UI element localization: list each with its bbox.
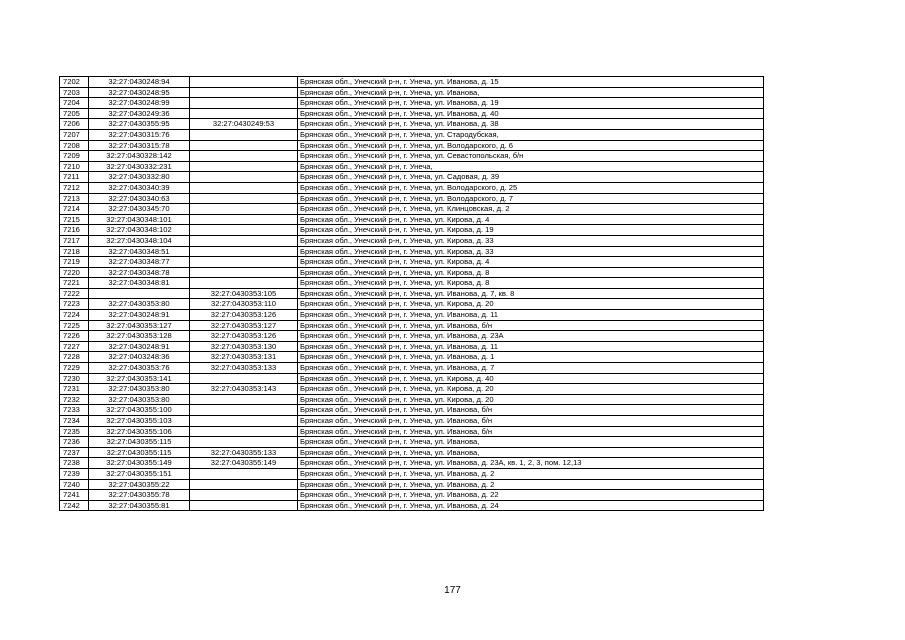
cadastral-number-cell: 32:27:0430355:81 [89, 500, 190, 511]
related-cadastral-number-cell: 32:27:0430353:143 [190, 384, 298, 395]
table-row [60, 310, 764, 321]
cadastral-number-cell: 32:27:0430332:80 [89, 172, 190, 183]
address-cell: Брянская обл., Унечский р-н, г. Унеча, ул. Садовая, д. 39 [298, 172, 764, 183]
address-cell: Брянская обл., Унечский р-н, г. Унеча, ул. Иванова, д. 23А [298, 331, 764, 342]
table-row [60, 140, 764, 151]
related-cadastral-number-cell: 32:27:0430353:126 [190, 310, 298, 321]
cadastral-number-cell: 32:27:0430353:141 [89, 373, 190, 384]
table-row [60, 331, 764, 342]
related-cadastral-number-cell [190, 235, 298, 246]
row-number-cell: 7221 [60, 278, 89, 289]
cadastral-number-cell: 32:27:0430328:142 [89, 151, 190, 162]
related-cadastral-number-cell: 32:27:0430353:131 [190, 352, 298, 363]
cadastral-number-cell: 32:27:0430248:99 [89, 98, 190, 109]
related-cadastral-number-cell [190, 140, 298, 151]
table-row [60, 119, 764, 130]
table-row [60, 98, 764, 109]
table-row [60, 246, 764, 257]
cadastral-number-cell: 32:27:0430355:151 [89, 468, 190, 479]
table-row [60, 437, 764, 448]
table-row [60, 320, 764, 331]
table-row [60, 193, 764, 204]
table-row [60, 490, 764, 501]
table-row [60, 235, 764, 246]
table-row [60, 500, 764, 511]
row-number-cell: 7205 [60, 108, 89, 119]
table-row [60, 352, 764, 363]
cadastral-number-cell: 32:27:0430353:80 [89, 299, 190, 310]
row-number-cell: 7220 [60, 267, 89, 278]
cadastral-number-cell: 32:27:0430249:36 [89, 108, 190, 119]
related-cadastral-number-cell [190, 77, 298, 88]
row-number-cell: 7238 [60, 458, 89, 469]
row-number-cell: 7225 [60, 320, 89, 331]
table-row [60, 278, 764, 289]
table-row [60, 458, 764, 469]
row-number-cell: 7235 [60, 426, 89, 437]
related-cadastral-number-cell [190, 161, 298, 172]
related-cadastral-number-cell [190, 267, 298, 278]
table-row [60, 341, 764, 352]
row-number-cell: 7218 [60, 246, 89, 257]
address-cell: Брянская обл., Унечский р-н, г. Унеча, ул. Иванова, д. 19 [298, 98, 764, 109]
cadastral-number-cell: 32:27:0430345:70 [89, 204, 190, 215]
related-cadastral-number-cell [190, 373, 298, 384]
related-cadastral-number-cell [190, 437, 298, 448]
table-row [60, 267, 764, 278]
related-cadastral-number-cell: 32:27:0430353:133 [190, 363, 298, 374]
related-cadastral-number-cell [190, 257, 298, 268]
table-row [60, 479, 764, 490]
table-row [60, 77, 764, 88]
cadastral-number-cell: 32:27:0430248:95 [89, 87, 190, 98]
cadastral-number-cell: 32:27:0430355:103 [89, 416, 190, 427]
row-number-cell: 7213 [60, 193, 89, 204]
address-cell: Брянская обл., Унечский р-н, г. Унеча, ул. Иванова, д. 1 [298, 352, 764, 363]
address-cell: Брянская обл., Унечский р-н, г. Унеча, ул. Иванова, д. 2 [298, 479, 764, 490]
related-cadastral-number-cell: 32:27:0430353:110 [190, 299, 298, 310]
related-cadastral-number-cell: 32:27:0430353:127 [190, 320, 298, 331]
cadastral-number-cell: 32:27:0430355:95 [89, 119, 190, 130]
table-row [60, 108, 764, 119]
address-cell: Брянская обл., Унечский р-н, г. Унеча, ул. Володарского, д. 6 [298, 140, 764, 151]
row-number-cell: 7228 [60, 352, 89, 363]
address-cell: Брянская обл., Унечский р-н, г. Унеча, ул. Иванова, [298, 87, 764, 98]
address-cell: Брянская обл., Унечский р-н, г. Унеча, ул. Иванова, д. 11 [298, 310, 764, 321]
table-row [60, 151, 764, 162]
table-row [60, 447, 764, 458]
address-cell: Брянская обл., Унечский р-н, г. Унеча, ул. Иванова, д. 15 [298, 77, 764, 88]
table-row [60, 416, 764, 427]
table-row [60, 426, 764, 437]
address-cell: Брянская обл., Унечский р-н, г. Унеча, ул. Иванова, д. 7, кв. 8 [298, 288, 764, 299]
related-cadastral-number-cell [190, 500, 298, 511]
address-cell: Брянская обл., Унечский р-н, г. Унеча, ул. Иванова, д. 7 [298, 363, 764, 374]
row-number-cell: 7242 [60, 500, 89, 511]
cadastral-number-cell: 32:27:0430340:63 [89, 193, 190, 204]
row-number-cell: 7210 [60, 161, 89, 172]
cadastral-number-cell: 32:27:0430248:91 [89, 310, 190, 321]
address-cell: Брянская обл., Унечский р-н, г. Унеча, ул. Иванова, б/н [298, 320, 764, 331]
table-row [60, 204, 764, 215]
row-number-cell: 7227 [60, 341, 89, 352]
row-number-cell: 7206 [60, 119, 89, 130]
related-cadastral-number-cell [190, 214, 298, 225]
address-cell: Брянская обл., Унечский р-н, г. Унеча, ул. Кирова, д. 20 [298, 394, 764, 405]
table-row [60, 257, 764, 268]
row-number-cell: 7231 [60, 384, 89, 395]
row-number-cell: 7219 [60, 257, 89, 268]
related-cadastral-number-cell [190, 98, 298, 109]
page-number: 177 [444, 585, 461, 596]
related-cadastral-number-cell: 32:27:0430355:149 [190, 458, 298, 469]
related-cadastral-number-cell [190, 246, 298, 257]
cadastral-number-cell: 32:27:0430348:102 [89, 225, 190, 236]
cadastral-number-cell: 32:27:0430348:101 [89, 214, 190, 225]
related-cadastral-number-cell [190, 278, 298, 289]
cadastral-number-cell: 32:27:0430355:78 [89, 490, 190, 501]
cadastral-number-cell: 32:27:0403248:36 [89, 352, 190, 363]
table-row [60, 299, 764, 310]
address-cell: Брянская обл., Унечский р-н, г. Унеча, ул. Кирова, д. 4 [298, 214, 764, 225]
address-cell: Брянская обл., Унечский р-н, г. Унеча, ул. Иванова, б/н [298, 426, 764, 437]
related-cadastral-number-cell [190, 426, 298, 437]
address-cell: Брянская обл., Унечский р-н, г. Унеча, ул. Кирова, д. 33 [298, 235, 764, 246]
address-cell: Брянская обл., Унечский р-н, г. Унеча, ул. Кирова, д. 8 [298, 267, 764, 278]
related-cadastral-number-cell [190, 225, 298, 236]
row-number-cell: 7222 [60, 288, 89, 299]
cadastral-number-cell: 32:27:0430348:81 [89, 278, 190, 289]
table-row [60, 172, 764, 183]
row-number-cell: 7241 [60, 490, 89, 501]
address-cell: Брянская обл., Унечский р-н, г. Унеча, ул. Иванова, [298, 447, 764, 458]
cadastral-number-cell: 32:27:0430348:104 [89, 235, 190, 246]
table-row [60, 161, 764, 172]
row-number-cell: 7224 [60, 310, 89, 321]
cadastral-number-cell: 32:27:0430353:127 [89, 320, 190, 331]
row-number-cell: 7202 [60, 77, 89, 88]
related-cadastral-number-cell [190, 108, 298, 119]
cadastral-number-cell: 32:27:0430348:51 [89, 246, 190, 257]
row-number-cell: 7234 [60, 416, 89, 427]
related-cadastral-number-cell [190, 129, 298, 140]
table-row [60, 363, 764, 374]
cadastral-number-cell: 32:27:0430353:80 [89, 384, 190, 395]
cadastral-number-cell: 32:27:0430355:106 [89, 426, 190, 437]
address-cell: Брянская обл., Унечский р-н, г. Унеча, ул. Иванова, д. 24 [298, 500, 764, 511]
row-number-cell: 7204 [60, 98, 89, 109]
cadastral-number-cell: 32:27:0430315:78 [89, 140, 190, 151]
table-row [60, 214, 764, 225]
cadastral-number-cell: 32:27:0430355:115 [89, 437, 190, 448]
address-cell: Брянская обл., Унечский р-н, г. Унеча, ул. Кирова, д. 40 [298, 373, 764, 384]
address-cell: Брянская обл., Унечский р-н, г. Унеча, ул. Стародубская, [298, 129, 764, 140]
address-cell: Брянская обл., Унечский р-н, г. Унеча, ул. Севастопольская, б/н [298, 151, 764, 162]
cadastral-number-cell: 32:27:0430353:76 [89, 363, 190, 374]
address-cell: Брянская обл., Унечский р-н, г. Унеча, ул. Кирова, д. 4 [298, 257, 764, 268]
address-cell: Брянская обл., Унечский р-н, г. Унеча, ул. Иванова, д. 40 [298, 108, 764, 119]
row-number-cell: 7209 [60, 151, 89, 162]
address-cell: Брянская обл., Унечский р-н, г. Унеча, ул. Иванова, б/н [298, 416, 764, 427]
row-number-cell: 7211 [60, 172, 89, 183]
row-number-cell: 7226 [60, 331, 89, 342]
row-number-cell: 7240 [60, 479, 89, 490]
row-number-cell: 7223 [60, 299, 89, 310]
row-number-cell: 7236 [60, 437, 89, 448]
related-cadastral-number-cell: 32:27:0430355:133 [190, 447, 298, 458]
table-row [60, 394, 764, 405]
address-cell: Брянская обл., Унечский р-н, г. Унеча, ул. Володарского, д. 7 [298, 193, 764, 204]
cadastral-number-cell: 32:27:0430248:94 [89, 77, 190, 88]
address-cell: Брянская обл., Унечский р-н, г. Унеча, ул. Кирова, д. 19 [298, 225, 764, 236]
cadastral-number-cell: 32:27:0430348:77 [89, 257, 190, 268]
row-number-cell: 7215 [60, 214, 89, 225]
related-cadastral-number-cell: 32:27:0430353:130 [190, 341, 298, 352]
table-row [60, 405, 764, 416]
row-number-cell: 7212 [60, 182, 89, 193]
address-cell: Брянская обл., Унечский р-н, г. Унеча, ул. Иванова, д. 23А, кв. 1, 2, 3, пом. 12,13 [298, 458, 764, 469]
related-cadastral-number-cell [190, 394, 298, 405]
cadastral-number-cell: 32:27:0430248:91 [89, 341, 190, 352]
related-cadastral-number-cell [190, 479, 298, 490]
address-cell: Брянская обл., Унечский р-н, г. Унеча, ул. Кирова, д. 20 [298, 299, 764, 310]
table-row [60, 468, 764, 479]
table-row [60, 129, 764, 140]
row-number-cell: 7214 [60, 204, 89, 215]
related-cadastral-number-cell [190, 87, 298, 98]
address-cell: Брянская обл., Унечский р-н, г. Унеча, ул. Иванова, д. 2 [298, 468, 764, 479]
address-cell: Брянская обл., Унечский р-н, г. Унеча, ул. Иванова, д. 22 [298, 490, 764, 501]
row-number-cell: 7232 [60, 394, 89, 405]
row-number-cell: 7230 [60, 373, 89, 384]
related-cadastral-number-cell [190, 416, 298, 427]
table-body [60, 77, 764, 511]
address-cell: Брянская обл., Унечский р-н, г. Унеча, ул. Иванова, д. 11 [298, 341, 764, 352]
address-cell: Брянская обл., Унечский р-н, г. Унеча, ул. Кирова, д. 20 [298, 384, 764, 395]
related-cadastral-number-cell [190, 172, 298, 183]
cadastral-table [59, 76, 764, 511]
related-cadastral-number-cell [190, 468, 298, 479]
cadastral-number-cell: 32:27:0430353:80 [89, 394, 190, 405]
cadastral-number-cell: 32:27:0430353:128 [89, 331, 190, 342]
related-cadastral-number-cell: 32:27:0430353:126 [190, 331, 298, 342]
cadastral-number-cell: 32:27:0430355:100 [89, 405, 190, 416]
row-number-cell: 7229 [60, 363, 89, 374]
row-number-cell: 7207 [60, 129, 89, 140]
related-cadastral-number-cell: 32:27:0430249:53 [190, 119, 298, 130]
related-cadastral-number-cell [190, 151, 298, 162]
address-cell: Брянская обл., Унечский р-н, г. Унеча, [298, 161, 764, 172]
related-cadastral-number-cell: 32:27:0430353:105 [190, 288, 298, 299]
related-cadastral-number-cell [190, 405, 298, 416]
cadastral-number-cell [89, 288, 190, 299]
address-cell: Брянская обл., Унечский р-н, г. Унеча, ул. Иванова, д. 38 [298, 119, 764, 130]
table-row [60, 225, 764, 236]
address-cell: Брянская обл., Унечский р-н, г. Унеча, ул. Иванова, б/н [298, 405, 764, 416]
row-number-cell: 7233 [60, 405, 89, 416]
cadastral-number-cell: 32:27:0430348:78 [89, 267, 190, 278]
row-number-cell: 7217 [60, 235, 89, 246]
related-cadastral-number-cell [190, 193, 298, 204]
address-cell: Брянская обл., Унечский р-н, г. Унеча, ул. Иванова, [298, 437, 764, 448]
row-number-cell: 7203 [60, 87, 89, 98]
address-cell: Брянская обл., Унечский р-н, г. Унеча, ул. Клинцовская, д. 2 [298, 204, 764, 215]
table-row [60, 87, 764, 98]
cadastral-number-cell: 32:27:0430340:39 [89, 182, 190, 193]
table-row [60, 288, 764, 299]
table-row [60, 384, 764, 395]
cadastral-number-cell: 32:27:0430355:22 [89, 479, 190, 490]
table-row [60, 373, 764, 384]
cadastral-number-cell: 32:27:0430315:76 [89, 129, 190, 140]
row-number-cell: 7208 [60, 140, 89, 151]
related-cadastral-number-cell [190, 204, 298, 215]
address-cell: Брянская обл., Унечский р-н, г. Унеча, ул. Кирова, д. 8 [298, 278, 764, 289]
cadastral-number-cell: 32:27:0430332:231 [89, 161, 190, 172]
address-cell: Брянская обл., Унечский р-н, г. Унеча, ул. Володарского, д. 25 [298, 182, 764, 193]
related-cadastral-number-cell [190, 182, 298, 193]
row-number-cell: 7239 [60, 468, 89, 479]
related-cadastral-number-cell [190, 490, 298, 501]
row-number-cell: 7216 [60, 225, 89, 236]
cadastral-number-cell: 32:27:0430355:115 [89, 447, 190, 458]
cadastral-number-cell: 32:27:0430355:149 [89, 458, 190, 469]
address-cell: Брянская обл., Унечский р-н, г. Унеча, ул. Кирова, д. 33 [298, 246, 764, 257]
table-row [60, 182, 764, 193]
row-number-cell: 7237 [60, 447, 89, 458]
